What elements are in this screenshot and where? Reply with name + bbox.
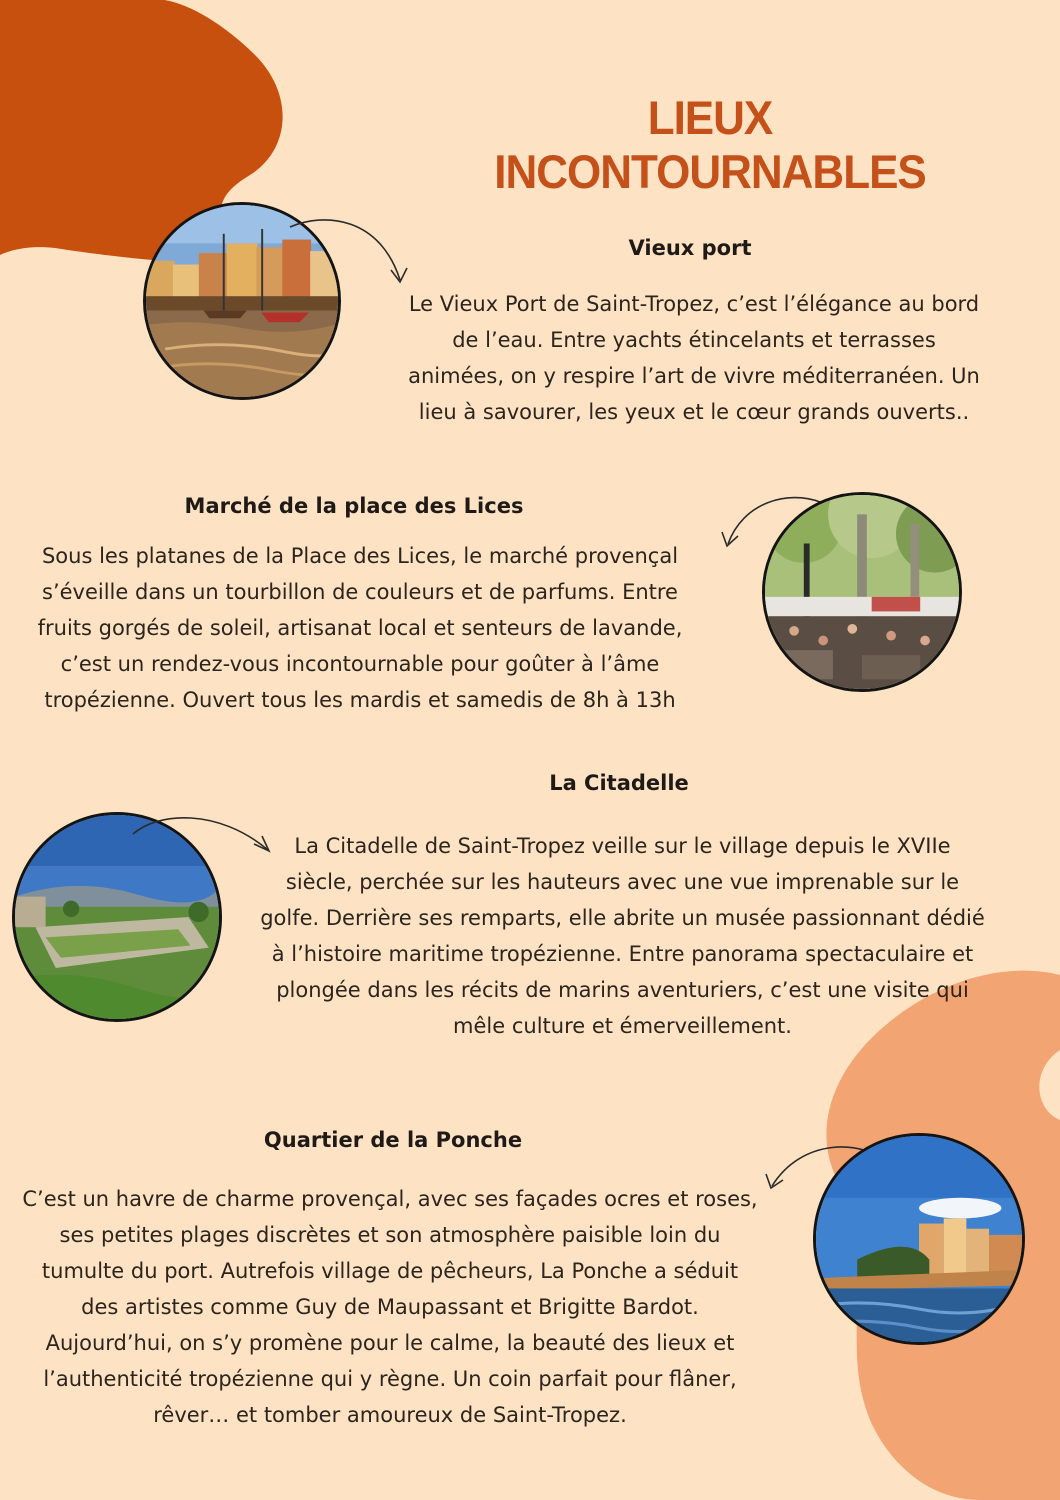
page-title: LIEUX INCONTOURNABLES bbox=[494, 92, 926, 199]
section-heading-citadelle: La Citadelle bbox=[549, 771, 689, 795]
section-heading-marche: Marché de la place des Lices bbox=[184, 494, 524, 518]
section-text-marche: Sous les platanes de la Place des Lices, le marché provençal s’éveille dans un tourbillon de couleurs et de parfums. Entre fruits gorgés de soleil, artisanat local et senteurs de lavande, c’est un rendez-vous incontournable pour goûter à l’âme tropézienne. Ouvert tous les mardis et samedis de 8h à 13h bbox=[37, 544, 683, 712]
section-text-citadelle: La Citadelle de Saint-Tropez veille sur le village depuis le XVIIe siècle, perchée sur les hauteurs avec une vue imprenable sur le golfe. Derrière ses remparts, elle abrite un musée passionnant dédié à l’histoire maritime tropézienne. Entre panorama spectaculaire et plongée dans les récits de marins aventuriers, c’est une visite qui mêle culture et émerveillement. bbox=[260, 834, 985, 1038]
section-heading-vieux-port: Vieux port bbox=[628, 236, 752, 260]
section-text-vieux-port: Le Vieux Port de Saint-Tropez, c’est l’élégance au bord de l’eau. Entre yachts étincelants et terrasses animées, on y respire l’art de vivre méditerranéen. Un lieu à savourer, les yeux et le cœur grands ouverts.. bbox=[408, 292, 980, 424]
section-text-ponche: C’est un havre de charme provençal, avec ses façades ocres et roses, ses petites plages discrètes et son atmosphère paisible loin du tumulte du port. Autrefois village de pêcheurs, La Ponche a séduit des artistes comme Guy de Maupassant et Brigitte Bardot. Aujourd’hui, on s’y promène pour le calme, la beauté des lieux et l’authenticité tropézienne qui y règne. Un coin parfait pour flâner, rêver… et tomber amoureux de Saint-Tropez. bbox=[22, 1187, 758, 1427]
arrow-icon bbox=[128, 812, 278, 862]
arrow-icon bbox=[285, 212, 415, 292]
section-heading-ponche: Quartier de la Ponche bbox=[263, 1128, 523, 1152]
market-photo bbox=[762, 492, 962, 692]
ponche-photo bbox=[813, 1133, 1025, 1345]
